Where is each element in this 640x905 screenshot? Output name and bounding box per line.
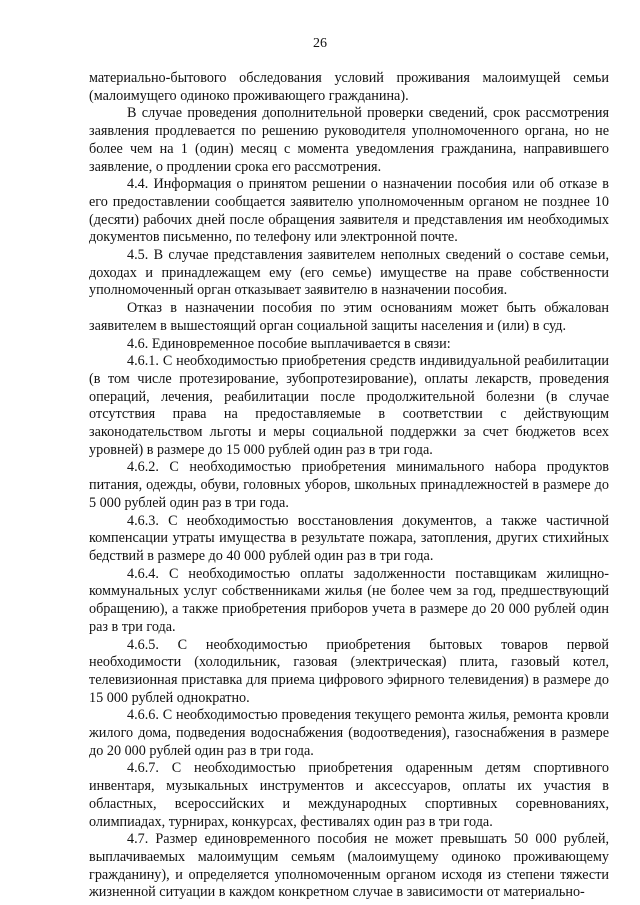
paragraph: В случае проведения дополнительной проверки сведений, срок рассмотрения заявления продлевается по решению руководителя уполномоченного органа, но не более чем на 1 (один) месяц с момента уведомления гражданина, направившего заявление, о продлении срока его рассмотрения.: [89, 105, 609, 175]
paragraph: 4.6. Единовременное пособие выплачивается в связи:: [127, 335, 451, 352]
page-number: 26: [313, 36, 327, 51]
paragraph: Отказ в назначении пособия по этим основаниям может быть обжалован заявителем в вышестоящий орган социальной защиты населения и (или) в суд.: [89, 300, 609, 334]
paragraph: 4.6.3. С необходимостью восстановления документов, а также частичной компенсации утраты имущества в результате пожара, затопления, других стихийных бедствий в размере до 40 000 рублей один раз в три года.: [89, 512, 609, 564]
paragraph: 4.6.1. С необходимостью приобретения средств индивидуальной реабилитации (в том числе протезирование, зубопротезирование), оплаты лекарств, проведения операций, лечения, реабилитации после продолжительной болезни (в случае отсутствия права на предоставляемые в соответствии с действующим законодательством льготы и меры социальной поддержки за счет бюджетов всех уровней) в размере до 15 000 рублей один раз в три года.: [89, 353, 609, 458]
paragraph: 4.4. Информация о принятом решении о назначении пособия или об отказе в его предоставлении сообщается заявителю уполномоченным органом не позднее 10 (десяти) рабочих дней после обращения заявителя и представления им необходимых документов письменно, по телефону или электронной почте.: [89, 176, 609, 246]
paragraph: 4.5. В случае представления заявителем неполных сведений о составе семьи, доходах и принадлежащем ему (его семье) имуществе на праве собственности уполномоченный орган отказывает заявителю в назначении пособия.: [89, 247, 609, 299]
paragraph: 4.6.6. С необходимостью проведения текущего ремонта жилья, ремонта кровли жилого дома, подведения водоснабжения (водоотведения), газоснабжения в размере до 20 000 рублей один раз в три года.: [89, 707, 609, 759]
paragraph: 4.6.4. С необходимостью оплаты задолженности поставщикам жилищно-коммунальных услуг собственниками жилья (не более чем за год, предшествующий обращению), а также приобретения приборов учета в размере до 20 000 рублей один раз в три года.: [89, 565, 609, 635]
paragraph: 4.6.7. С необходимостью приобретения одаренным детям спортивного инвентаря, музыкальных инструментов и аксессуаров, оплаты их участия в областных, всероссийских и международных спортивных соревнованиях, олимпиадах, турнирах, конкурсах, фестивалях один раз в три года.: [89, 760, 609, 830]
document-body: [89, 70, 609, 902]
paragraph: 4.6.5. С необходимостью приобретения бытовых товаров первой необходимости (холодильник, газовая (электрическая) плита, газовый котел, телевизионная приставка для приема цифрового эфирного телевидения) в размере до 15 000 рублей однократно.: [89, 636, 609, 706]
paragraph: 4.7. Размер единовременного пособия не может превышать 50 000 рублей, выплачиваемых малоимущим семьям (малоимущему одиноко проживающему гражданину), и определяется уполномоченным органом исходя из степени тяжести жизненной ситуации в каждом конкретном случае в зависимости от материально-: [89, 831, 609, 901]
paragraph: 4.6.2. С необходимостью приобретения минимального набора продуктов питания, одежды, обуви, головных уборов, школьных принадлежностей в размере до 5 000 рублей один раз в три года.: [89, 459, 609, 511]
paragraph: материально-бытового обследования условий проживания малоимущей семьи (малоимущего одиноко проживающего гражданина).: [89, 70, 609, 104]
